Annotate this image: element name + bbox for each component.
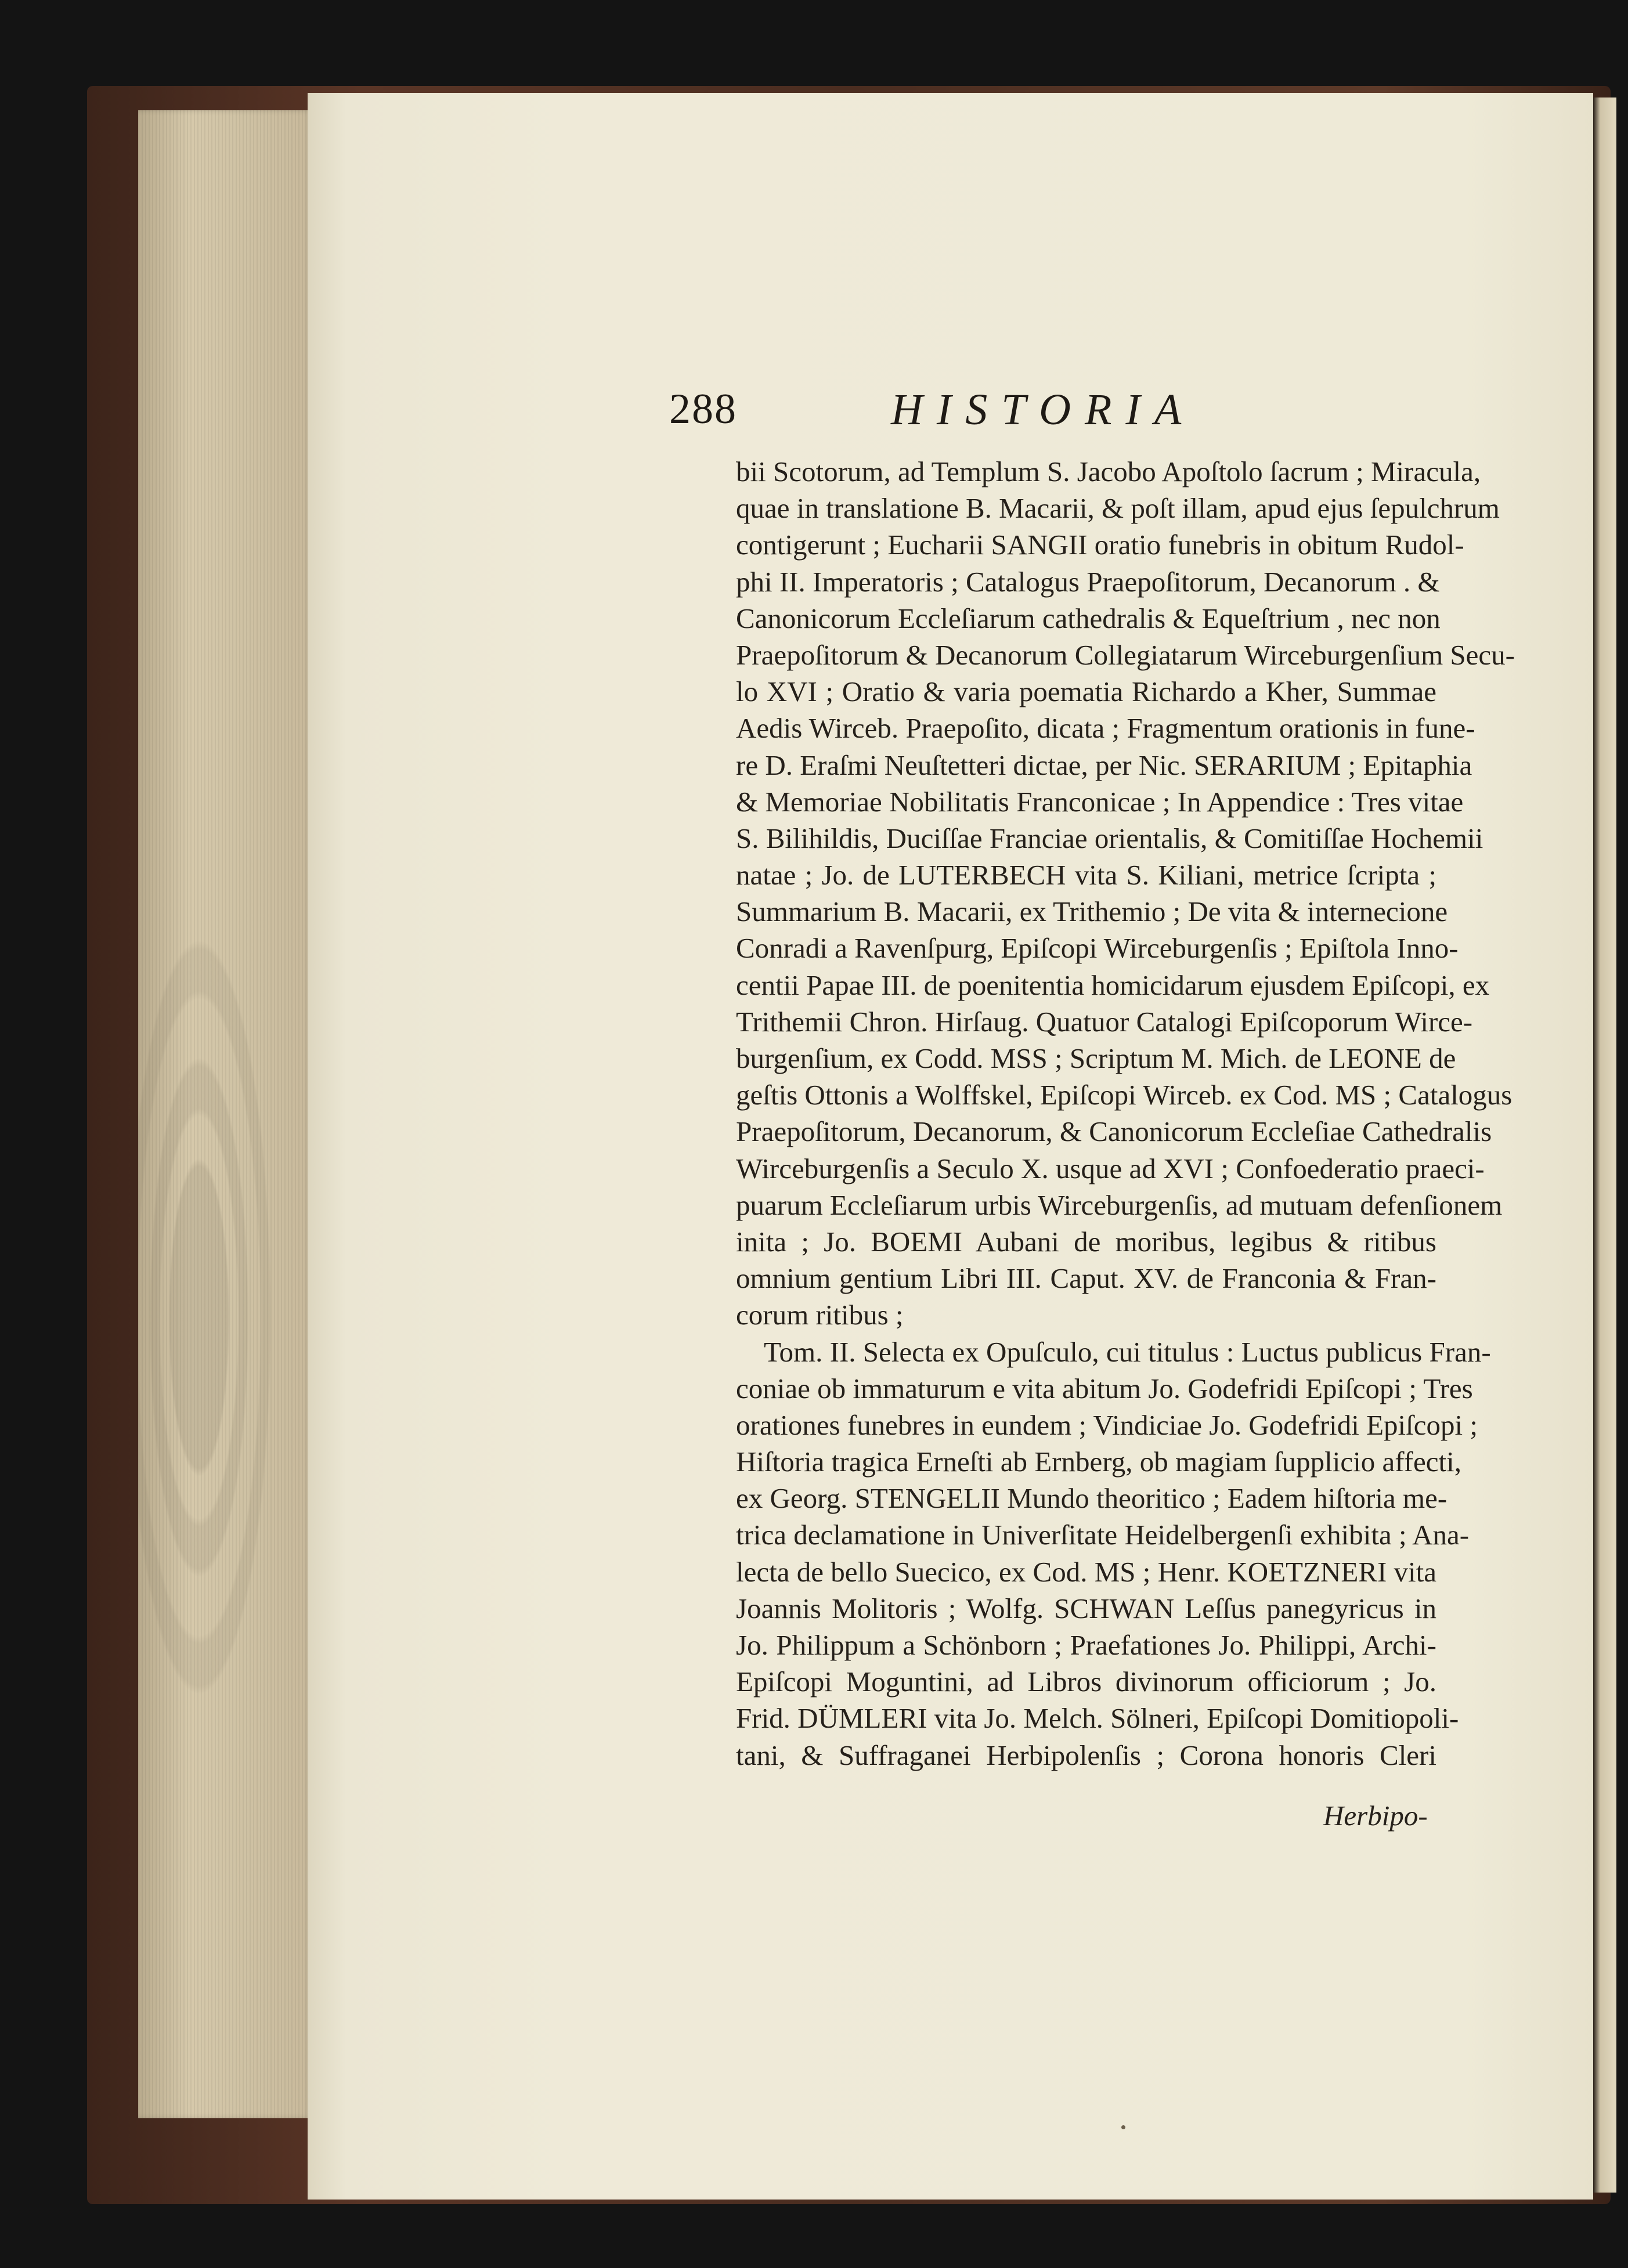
- text-line: Praepoſitorum, Decanorum, & Canonicorum Eccleſiae Cathedralis: [736, 1115, 1492, 1148]
- running-title: HISTORIA: [891, 385, 1196, 434]
- text-line: re D. Eraſmi Neuſtetteri dictae, per Nic. SERARIUM ; Epitaphia: [736, 749, 1472, 781]
- page-edge-marbling: [138, 725, 312, 1712]
- text-line: Aedis Wirceb. Praepoſito, dicata ; Fragmentum orationis in fune-: [736, 712, 1475, 745]
- text-line: tani, & Suffraganei Herbipolenſis ; Corona honoris Cleri: [736, 1739, 1436, 1771]
- body-text: [736, 453, 1515, 1774]
- text-line: Tom. II. Selecta ex Opuſculo, cui titulus : Luctus publicus Fran-: [764, 1335, 1491, 1368]
- text-line: contigerunt ; Eucharii SANGII oratio funebris in obitum Rudol-: [736, 529, 1464, 561]
- text-line: centii Papae III. de poenitentia homicidarum ejusdem Epiſcopi, ex: [736, 969, 1490, 1001]
- text-line: quae in translatione B. Macarii, & poſt illam, apud ejus ſepulchrum: [736, 492, 1500, 525]
- text-line: ex Georg. STENGELII Mundo theoritico ; Eadem hiſtoria me-: [736, 1482, 1447, 1515]
- text-line: lo XVI ; Oratio & varia poematia Richardo a Kher, Summae: [736, 676, 1436, 708]
- text-line: natae ; Jo. de LUTERBECH vita S. Kiliani, metrice ſcripta ;: [736, 859, 1436, 891]
- catch-word: Herbipo-: [1323, 1800, 1428, 1832]
- text-line: burgenſium, ex Codd. MSS ; Scriptum M. Mich. de LEONE de: [736, 1042, 1456, 1074]
- text-line: Jo. Philippum a Schönborn ; Praefationes Jo. Philippi, Archi-: [736, 1629, 1436, 1661]
- text-line: geſtis Ottonis a Wolffskel, Epiſcopi Wirceb. ex Cod. MS ; Catalogus: [736, 1079, 1513, 1111]
- text-line: Trithemii Chron. Hirſaug. Quatuor Catalogi Epiſcoporum Wirce-: [736, 1005, 1473, 1038]
- page-number: 288: [669, 385, 737, 433]
- text-line: S. Bilihildis, Duciſſae Franciae orientalis, & Comitiſſae Hochemii: [736, 822, 1483, 854]
- text-line: coniae ob immaturum e vita abitum Jo. Godefridi Epiſcopi ; Tres: [736, 1372, 1473, 1404]
- text-line: Summarium B. Macarii, ex Trithemio ; De vita & internecione: [736, 895, 1448, 928]
- text-line: Wirceburgenſis a Seculo X. usque ad XVI ; Confoederatio praeci-: [736, 1152, 1485, 1184]
- text-line: puarum Eccleſiarum urbis Wirceburgenſis, ad mutuam defenſionem: [736, 1189, 1503, 1221]
- text-line: corum ritibus ;: [736, 1299, 904, 1331]
- text-line: Epiſcopi Moguntini, ad Libros divinorum officiorum ; Jo.: [736, 1666, 1436, 1698]
- text-line: omnium gentium Libri III. Caput. XV. de Franconia & Fran-: [736, 1262, 1436, 1295]
- text-line: Canonicorum Eccleſiarum cathedralis & Equeſtrium , nec non: [736, 602, 1441, 634]
- ink-speck: [1121, 2125, 1125, 2129]
- text-line: bii Scotorum, ad Templum S. Jacobo Apoſtolo ſacrum ; Miracula,: [736, 456, 1481, 487]
- text-line: inita ; Jo. BOEMI Aubani de moribus, legibus & ritibus: [736, 1225, 1436, 1258]
- text-line: Conradi a Ravenſpurg, Epiſcopi Wirceburgenſis ; Epiſtola Inno-: [736, 932, 1459, 965]
- text-line: Joannis Molitoris ; Wolfg. SCHWAN Leſſus panegyricus in: [736, 1592, 1436, 1624]
- text-line: orationes funebres in eundem ; Vindiciae Jo. Godefridi Epiſcopi ;: [736, 1409, 1478, 1441]
- text-line: & Memoriae Nobilitatis Franconicae ; In Appendice : Tres vitae: [736, 785, 1464, 818]
- facing-page-edge: [1593, 97, 1616, 2193]
- text-line: trica declamatione in Univerſitate Heidelbergenſi exhibita ; Ana-: [736, 1519, 1470, 1551]
- text-line: phi II. Imperatoris ; Catalogus Praepoſitorum, Decanorum . &: [736, 565, 1440, 598]
- text-line: Praepoſitorum & Decanorum Collegiatarum Wirceburgenſium Secu-: [736, 638, 1515, 671]
- text-line: Hiſtoria tragica Erneſti ab Ernberg, ob magiam ſupplicio affecti,: [736, 1446, 1461, 1478]
- text-line: Frid. DÜMLERI vita Jo. Melch. Sölneri, Epiſcopi Domitiopoli-: [736, 1702, 1459, 1735]
- text-line: lecta de bello Suecico, ex Cod. MS ; Henr. KOETZNERI vita: [736, 1555, 1437, 1588]
